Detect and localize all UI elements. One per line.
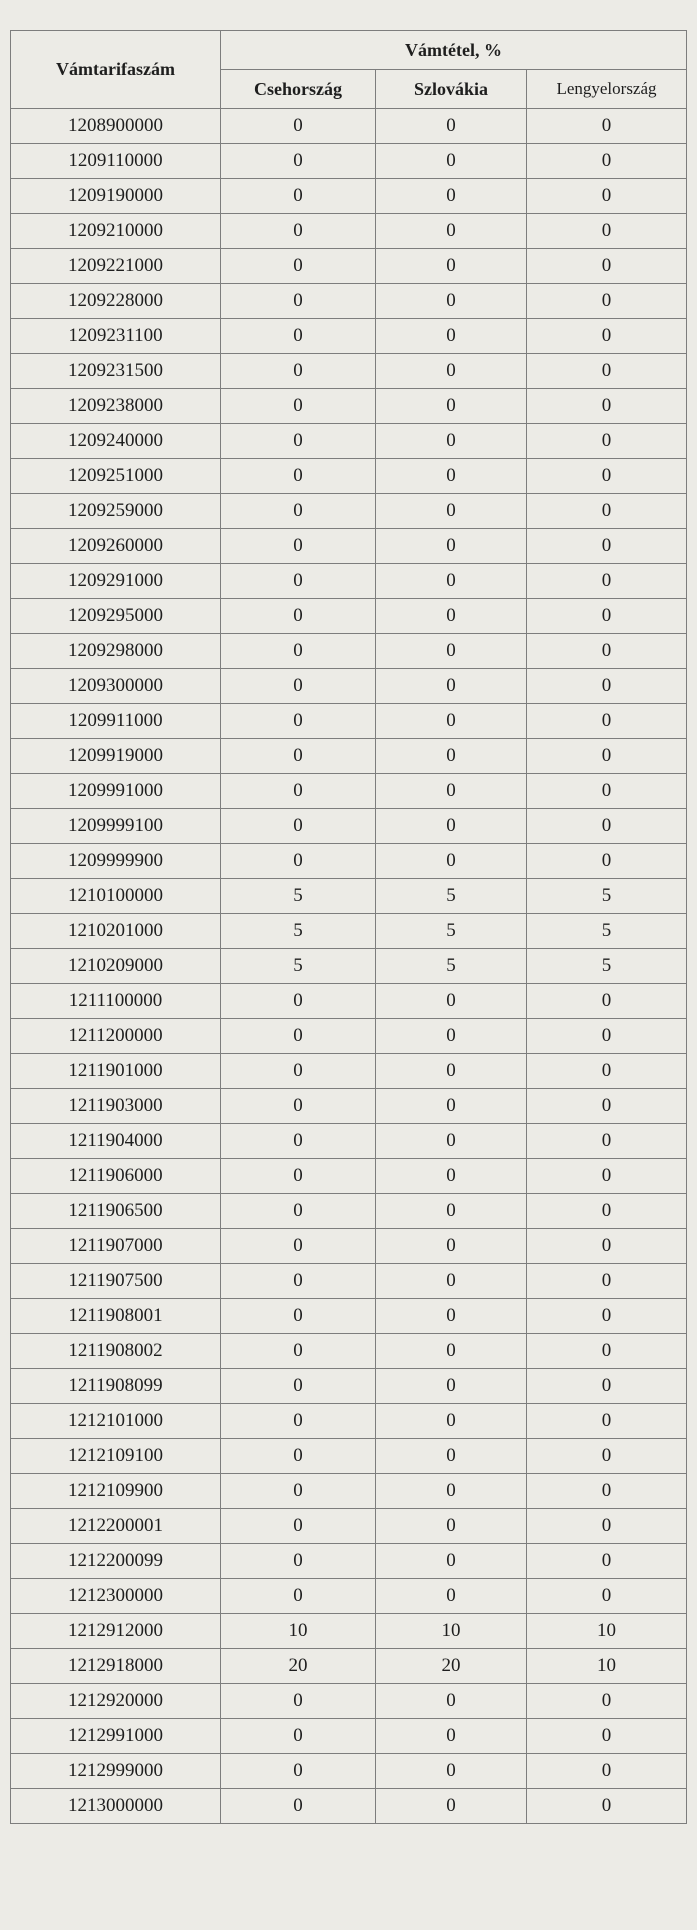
table-row <box>11 1264 687 1299</box>
rate-cell-pl: 0 <box>527 1754 687 1789</box>
rate-cell-pl: 0 <box>527 809 687 844</box>
country-header-cz: Csehország <box>221 70 376 109</box>
tariff-code-cell: 1213000000 <box>11 1789 221 1824</box>
rate-cell-pl: 0 <box>527 214 687 249</box>
rate-cell-sk: 0 <box>376 634 527 669</box>
tariff-code-cell: 1209210000 <box>11 214 221 249</box>
table-row <box>11 669 687 704</box>
rate-cell-cz: 0 <box>221 1719 376 1754</box>
table-row <box>11 1194 687 1229</box>
table-row <box>11 739 687 774</box>
rate-cell-cz: 0 <box>221 1089 376 1124</box>
table-row <box>11 984 687 1019</box>
rate-cell-sk: 0 <box>376 1089 527 1124</box>
rate-cell-sk: 0 <box>376 389 527 424</box>
rate-cell-sk: 0 <box>376 1789 527 1824</box>
rate-cell-pl: 0 <box>527 669 687 704</box>
table-row <box>11 1369 687 1404</box>
rate-cell-cz: 5 <box>221 879 376 914</box>
rate-cell-sk: 0 <box>376 774 527 809</box>
rate-cell-pl: 0 <box>527 389 687 424</box>
rate-cell-cz: 0 <box>221 1159 376 1194</box>
rate-cell-sk: 0 <box>376 249 527 284</box>
tariff-code-cell: 1209260000 <box>11 529 221 564</box>
table-row <box>11 1054 687 1089</box>
table-row <box>11 424 687 459</box>
tariff-code-cell: 1212991000 <box>11 1719 221 1754</box>
rate-cell-sk: 0 <box>376 1579 527 1614</box>
rate-cell-sk: 0 <box>376 1509 527 1544</box>
rate-cell-cz: 0 <box>221 389 376 424</box>
rate-cell-sk: 0 <box>376 494 527 529</box>
rate-cell-cz: 0 <box>221 1509 376 1544</box>
country-header-sk: Szlovákia <box>376 70 527 109</box>
rate-cell-pl: 0 <box>527 144 687 179</box>
tariff-code-cell: 1209300000 <box>11 669 221 704</box>
tariff-code-cell: 1209298000 <box>11 634 221 669</box>
rate-cell-sk: 0 <box>376 1159 527 1194</box>
table-row <box>11 1544 687 1579</box>
table-row <box>11 249 687 284</box>
table-row <box>11 879 687 914</box>
table-row <box>11 1614 687 1649</box>
rate-cell-cz: 0 <box>221 1019 376 1054</box>
table-row <box>11 459 687 494</box>
rate-cell-sk: 0 <box>376 1264 527 1299</box>
rate-cell-cz: 0 <box>221 1544 376 1579</box>
table-row <box>11 1159 687 1194</box>
rate-cell-pl: 0 <box>527 984 687 1019</box>
rate-cell-cz: 0 <box>221 354 376 389</box>
table-row <box>11 214 687 249</box>
table-row <box>11 109 687 144</box>
rate-cell-pl: 0 <box>527 1194 687 1229</box>
tariff-code-cell: 1209259000 <box>11 494 221 529</box>
tariff-code-cell: 1209919000 <box>11 739 221 774</box>
table-row <box>11 1334 687 1369</box>
tariff-code-cell: 1211100000 <box>11 984 221 1019</box>
rate-cell-pl: 0 <box>527 564 687 599</box>
rate-cell-sk: 0 <box>376 214 527 249</box>
tariff-code-cell: 1209991000 <box>11 774 221 809</box>
rate-cell-cz: 0 <box>221 984 376 1019</box>
rate-cell-sk: 0 <box>376 459 527 494</box>
table-row <box>11 844 687 879</box>
table-row <box>11 1649 687 1684</box>
rate-cell-cz: 0 <box>221 1439 376 1474</box>
rate-cell-pl: 10 <box>527 1614 687 1649</box>
tariff-table <box>10 30 687 1824</box>
rate-cell-pl: 0 <box>527 1719 687 1754</box>
rate-cell-cz: 0 <box>221 669 376 704</box>
rate-cell-pl: 0 <box>527 1509 687 1544</box>
tariff-code-cell: 1209238000 <box>11 389 221 424</box>
rate-cell-pl: 0 <box>527 459 687 494</box>
tariff-code-cell: 1212101000 <box>11 1404 221 1439</box>
table-row <box>11 704 687 739</box>
rate-cell-sk: 0 <box>376 1194 527 1229</box>
rate-cell-pl: 0 <box>527 529 687 564</box>
rate-cell-sk: 0 <box>376 739 527 774</box>
table-row <box>11 1719 687 1754</box>
rate-cell-sk: 0 <box>376 844 527 879</box>
tariff-code-cell: 1209999100 <box>11 809 221 844</box>
rate-cell-pl: 0 <box>527 284 687 319</box>
code-column-header: Vámtarifaszám <box>11 31 221 109</box>
rate-cell-cz: 10 <box>221 1614 376 1649</box>
tariff-code-cell: 1209228000 <box>11 284 221 319</box>
rate-cell-sk: 0 <box>376 669 527 704</box>
tariff-code-cell: 1212999000 <box>11 1754 221 1789</box>
rate-cell-cz: 0 <box>221 249 376 284</box>
rate-cell-cz: 0 <box>221 1754 376 1789</box>
table-row <box>11 634 687 669</box>
rate-cell-sk: 0 <box>376 1229 527 1264</box>
rate-cell-sk: 0 <box>376 599 527 634</box>
table-row <box>11 144 687 179</box>
tariff-code-cell: 1209110000 <box>11 144 221 179</box>
rate-cell-pl: 5 <box>527 879 687 914</box>
tariff-code-cell: 1210201000 <box>11 914 221 949</box>
tariff-code-cell: 1211906500 <box>11 1194 221 1229</box>
tariff-code-cell: 1212109900 <box>11 1474 221 1509</box>
rate-cell-cz: 0 <box>221 144 376 179</box>
table-row <box>11 1684 687 1719</box>
rate-cell-pl: 0 <box>527 1159 687 1194</box>
rate-cell-cz: 0 <box>221 1684 376 1719</box>
table-header <box>11 31 687 109</box>
rate-cell-sk: 0 <box>376 564 527 599</box>
rate-cell-pl: 0 <box>527 1789 687 1824</box>
rate-cell-cz: 0 <box>221 599 376 634</box>
tariff-code-cell: 1211908002 <box>11 1334 221 1369</box>
tariff-code-cell: 1209231100 <box>11 319 221 354</box>
rate-cell-pl: 0 <box>527 739 687 774</box>
rate-cell-sk: 0 <box>376 1299 527 1334</box>
table-row <box>11 1474 687 1509</box>
rate-cell-sk: 0 <box>376 284 527 319</box>
rate-cell-pl: 5 <box>527 914 687 949</box>
rate-cell-cz: 0 <box>221 1579 376 1614</box>
rate-cell-sk: 10 <box>376 1614 527 1649</box>
rate-cell-pl: 5 <box>527 949 687 984</box>
table-row <box>11 1439 687 1474</box>
rate-cell-sk: 0 <box>376 1369 527 1404</box>
rate-cell-cz: 0 <box>221 1334 376 1369</box>
rate-cell-sk: 0 <box>376 424 527 459</box>
table-body <box>11 109 687 1824</box>
rate-cell-cz: 0 <box>221 1369 376 1404</box>
table-row <box>11 494 687 529</box>
tariff-code-cell: 1209999900 <box>11 844 221 879</box>
rate-cell-pl: 0 <box>527 319 687 354</box>
rate-cell-pl: 0 <box>527 1439 687 1474</box>
table-row <box>11 1579 687 1614</box>
tariff-code-cell: 1208900000 <box>11 109 221 144</box>
rate-cell-sk: 0 <box>376 354 527 389</box>
table-row <box>11 389 687 424</box>
tariff-code-cell: 1209190000 <box>11 179 221 214</box>
rate-cell-cz: 0 <box>221 1474 376 1509</box>
rate-cell-pl: 0 <box>527 354 687 389</box>
tariff-code-cell: 1211200000 <box>11 1019 221 1054</box>
rate-cell-sk: 0 <box>376 1334 527 1369</box>
rate-cell-sk: 0 <box>376 1719 527 1754</box>
rate-cell-pl: 0 <box>527 179 687 214</box>
rate-cell-sk: 0 <box>376 1474 527 1509</box>
rate-cell-sk: 0 <box>376 704 527 739</box>
rate-cell-pl: 0 <box>527 1229 687 1264</box>
rate-cell-sk: 0 <box>376 1404 527 1439</box>
table-row <box>11 1229 687 1264</box>
rate-cell-pl: 0 <box>527 1369 687 1404</box>
tariff-code-cell: 1212300000 <box>11 1579 221 1614</box>
rate-cell-cz: 0 <box>221 739 376 774</box>
tariff-code-cell: 1212200001 <box>11 1509 221 1544</box>
rate-cell-sk: 0 <box>376 1754 527 1789</box>
rate-cell-cz: 20 <box>221 1649 376 1684</box>
table-row <box>11 529 687 564</box>
tariff-code-cell: 1209295000 <box>11 599 221 634</box>
rate-cell-cz: 0 <box>221 284 376 319</box>
rate-cell-cz: 0 <box>221 1299 376 1334</box>
rate-cell-sk: 0 <box>376 179 527 214</box>
tariff-code-cell: 1209221000 <box>11 249 221 284</box>
rate-cell-sk: 5 <box>376 949 527 984</box>
tariff-code-cell: 1211908001 <box>11 1299 221 1334</box>
rate-cell-cz: 0 <box>221 1404 376 1439</box>
rate-cell-sk: 0 <box>376 109 527 144</box>
rate-cell-pl: 0 <box>527 1404 687 1439</box>
rate-cell-cz: 0 <box>221 564 376 599</box>
tariff-code-cell: 1209251000 <box>11 459 221 494</box>
rate-cell-pl: 0 <box>527 249 687 284</box>
table-row <box>11 284 687 319</box>
rate-cell-sk: 0 <box>376 1684 527 1719</box>
rate-cell-pl: 0 <box>527 1264 687 1299</box>
tariff-code-cell: 1212920000 <box>11 1684 221 1719</box>
rate-cell-pl: 0 <box>527 844 687 879</box>
table-row <box>11 1404 687 1439</box>
table-row <box>11 1754 687 1789</box>
rate-cell-cz: 0 <box>221 494 376 529</box>
rate-cell-pl: 0 <box>527 774 687 809</box>
table-row <box>11 564 687 599</box>
rate-cell-cz: 5 <box>221 949 376 984</box>
rate-cell-pl: 0 <box>527 1684 687 1719</box>
tariff-code-cell: 1209911000 <box>11 704 221 739</box>
rate-cell-pl: 0 <box>527 494 687 529</box>
rate-cell-pl: 0 <box>527 704 687 739</box>
rate-cell-sk: 5 <box>376 914 527 949</box>
table-row <box>11 599 687 634</box>
rate-cell-pl: 10 <box>527 1649 687 1684</box>
tariff-code-cell: 1212918000 <box>11 1649 221 1684</box>
rate-cell-cz: 5 <box>221 914 376 949</box>
rate-cell-cz: 0 <box>221 1124 376 1159</box>
rate-cell-cz: 0 <box>221 424 376 459</box>
rate-cell-sk: 0 <box>376 1054 527 1089</box>
tariff-code-cell: 1210209000 <box>11 949 221 984</box>
rate-cell-pl: 0 <box>527 1089 687 1124</box>
tariff-code-cell: 1210100000 <box>11 879 221 914</box>
rate-cell-sk: 0 <box>376 319 527 354</box>
rate-cell-cz: 0 <box>221 809 376 844</box>
tariff-code-cell: 1212912000 <box>11 1614 221 1649</box>
rate-cell-cz: 0 <box>221 774 376 809</box>
table-row <box>11 914 687 949</box>
rate-cell-cz: 0 <box>221 704 376 739</box>
table-row <box>11 1509 687 1544</box>
rate-cell-pl: 0 <box>527 109 687 144</box>
rate-cell-pl: 0 <box>527 1019 687 1054</box>
rate-cell-cz: 0 <box>221 1264 376 1299</box>
rate-cell-cz: 0 <box>221 529 376 564</box>
rate-cell-cz: 0 <box>221 1194 376 1229</box>
rate-column-header: Vámtétel, % <box>221 31 687 70</box>
tariff-code-cell: 1211903000 <box>11 1089 221 1124</box>
tariff-code-cell: 1212200099 <box>11 1544 221 1579</box>
rate-cell-cz: 0 <box>221 844 376 879</box>
table-row <box>11 1789 687 1824</box>
rate-cell-pl: 0 <box>527 1299 687 1334</box>
table-row <box>11 1019 687 1054</box>
rate-cell-pl: 0 <box>527 1124 687 1159</box>
rate-cell-sk: 0 <box>376 1019 527 1054</box>
table-row <box>11 179 687 214</box>
country-header-pl: Lengyelország <box>527 70 687 109</box>
rate-cell-cz: 0 <box>221 109 376 144</box>
rate-cell-pl: 0 <box>527 599 687 634</box>
rate-cell-cz: 0 <box>221 1229 376 1264</box>
rate-cell-cz: 0 <box>221 214 376 249</box>
rate-cell-sk: 5 <box>376 879 527 914</box>
table-row <box>11 809 687 844</box>
table-row <box>11 1124 687 1159</box>
tariff-code-cell: 1211907500 <box>11 1264 221 1299</box>
rate-cell-cz: 0 <box>221 1789 376 1824</box>
rate-cell-pl: 0 <box>527 1054 687 1089</box>
rate-cell-pl: 0 <box>527 424 687 459</box>
rate-cell-sk: 0 <box>376 984 527 1019</box>
tariff-code-cell: 1209240000 <box>11 424 221 459</box>
rate-cell-sk: 0 <box>376 144 527 179</box>
rate-cell-sk: 0 <box>376 809 527 844</box>
rate-cell-pl: 0 <box>527 634 687 669</box>
rate-cell-cz: 0 <box>221 179 376 214</box>
rate-cell-sk: 0 <box>376 529 527 564</box>
tariff-code-cell: 1211908099 <box>11 1369 221 1404</box>
table-row <box>11 1089 687 1124</box>
tariff-code-cell: 1211906000 <box>11 1159 221 1194</box>
table-row <box>11 354 687 389</box>
rate-cell-sk: 20 <box>376 1649 527 1684</box>
tariff-code-cell: 1209291000 <box>11 564 221 599</box>
rate-cell-sk: 0 <box>376 1544 527 1579</box>
table-row <box>11 1299 687 1334</box>
rate-cell-pl: 0 <box>527 1474 687 1509</box>
rate-cell-cz: 0 <box>221 634 376 669</box>
rate-cell-cz: 0 <box>221 459 376 494</box>
rate-cell-pl: 0 <box>527 1334 687 1369</box>
tariff-code-cell: 1209231500 <box>11 354 221 389</box>
tariff-code-cell: 1212109100 <box>11 1439 221 1474</box>
rate-cell-pl: 0 <box>527 1544 687 1579</box>
rate-cell-sk: 0 <box>376 1124 527 1159</box>
rate-cell-cz: 0 <box>221 319 376 354</box>
table-row <box>11 949 687 984</box>
table-row <box>11 319 687 354</box>
tariff-code-cell: 1211907000 <box>11 1229 221 1264</box>
tariff-code-cell: 1211901000 <box>11 1054 221 1089</box>
rate-cell-sk: 0 <box>376 1439 527 1474</box>
rate-cell-pl: 0 <box>527 1579 687 1614</box>
table-row <box>11 774 687 809</box>
rate-cell-cz: 0 <box>221 1054 376 1089</box>
tariff-code-cell: 1211904000 <box>11 1124 221 1159</box>
